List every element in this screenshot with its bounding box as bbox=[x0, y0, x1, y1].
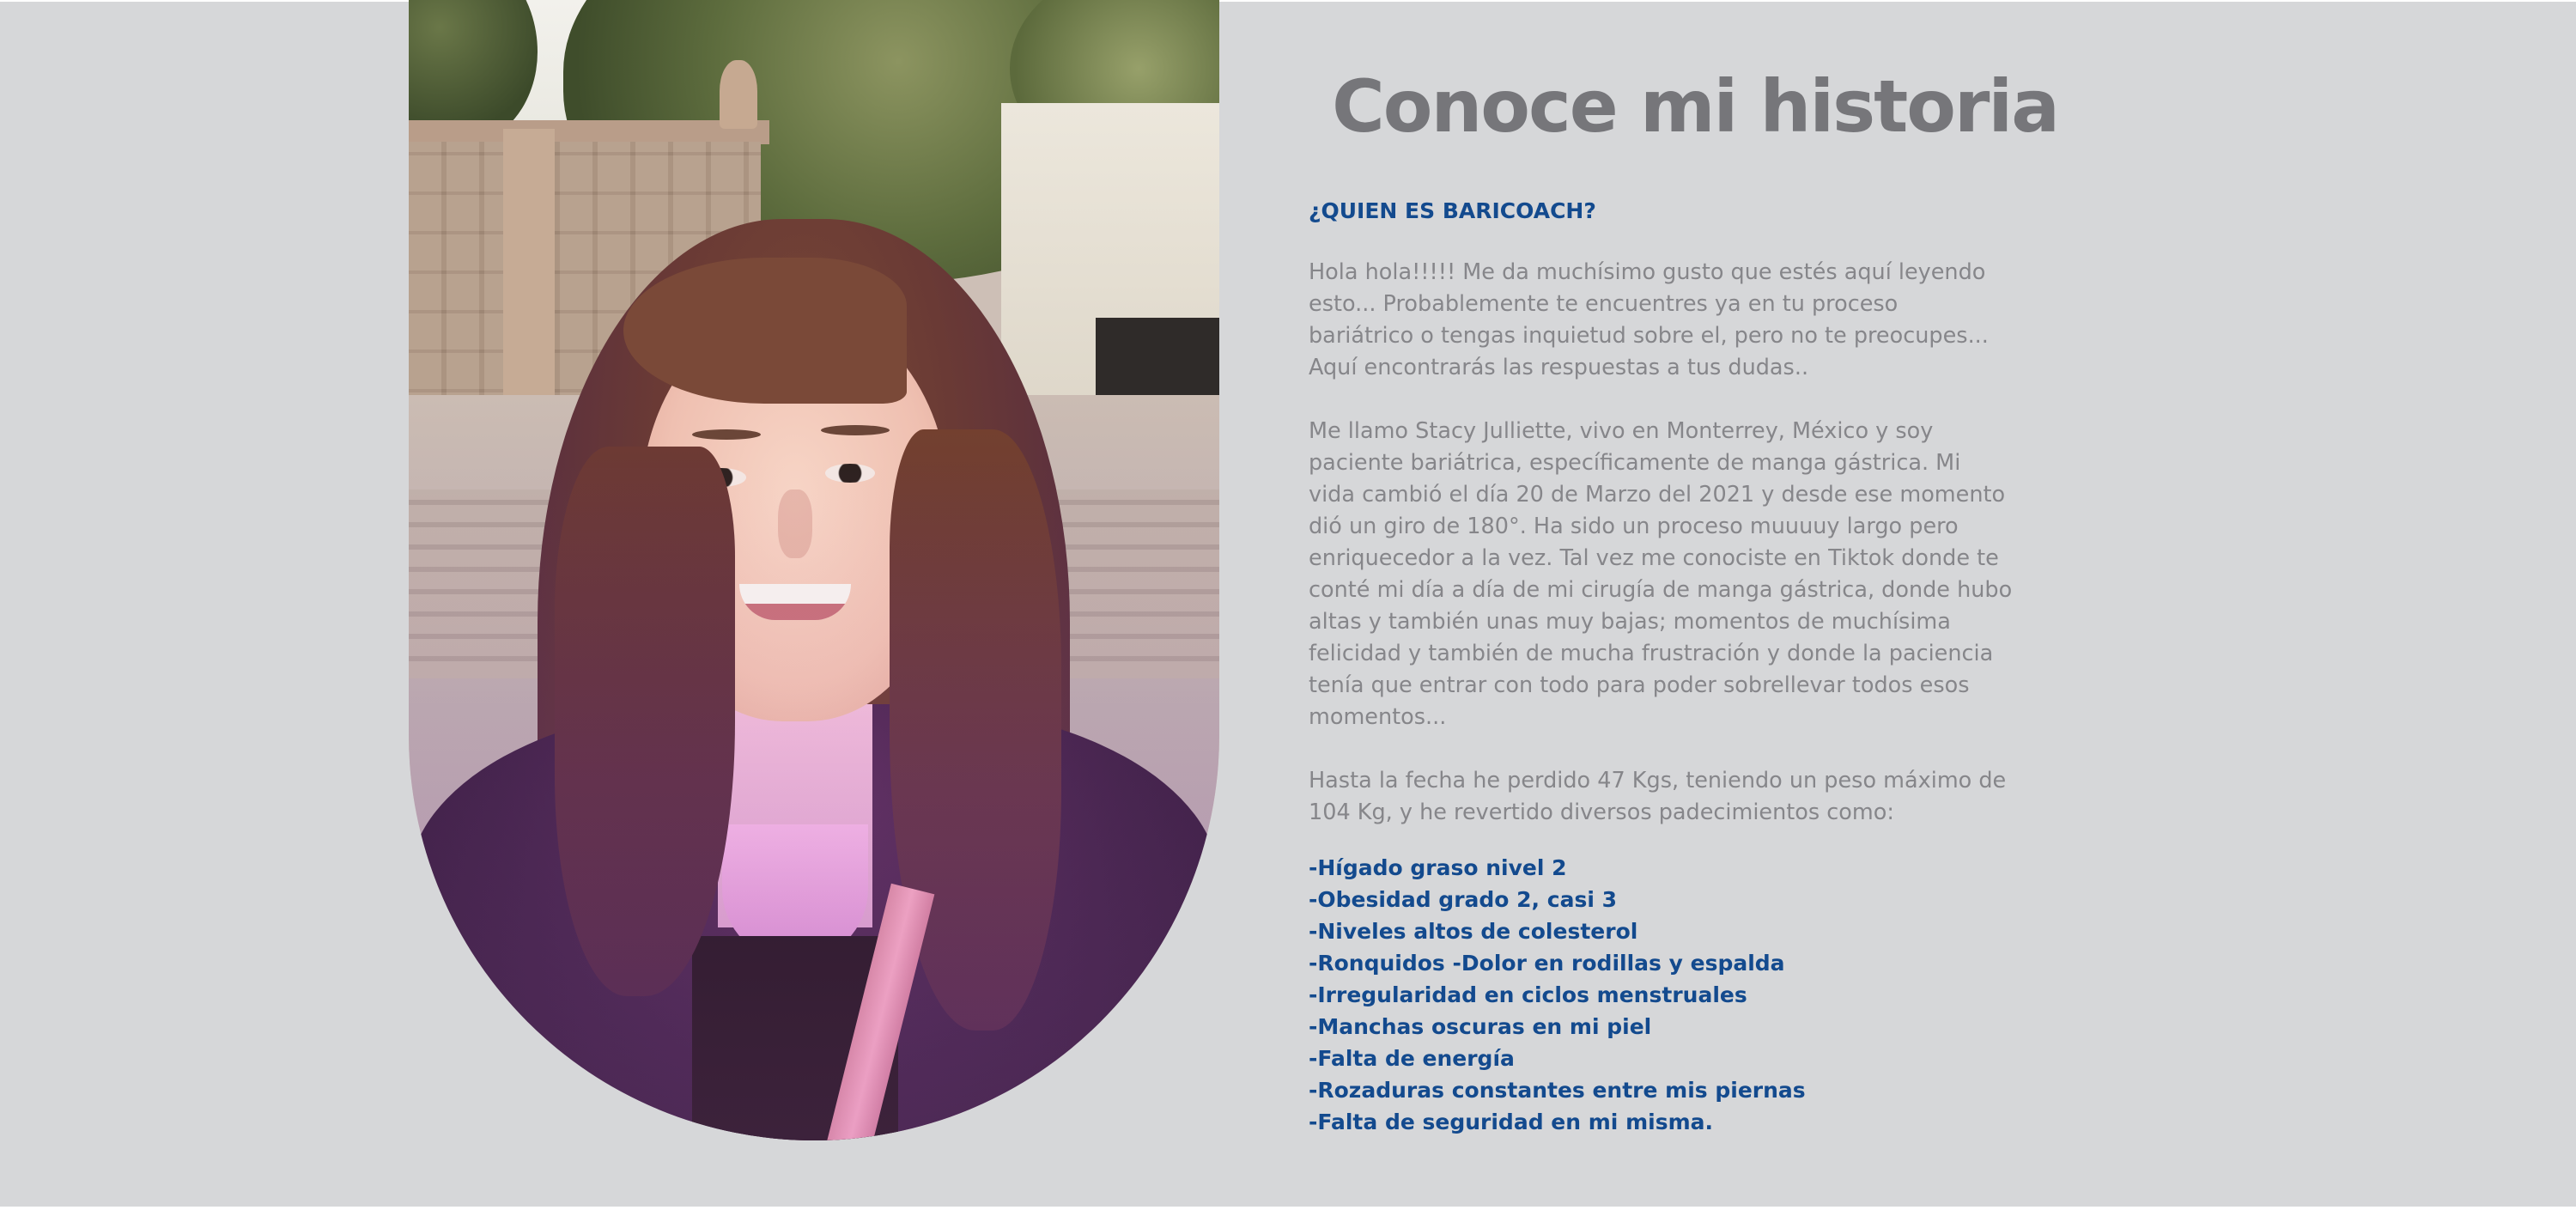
results-paragraph: Hasta la fecha he perdido 47 Kgs, teniendo un peso máximo de 104 Kg, y he revertido diversos padecimientos como: bbox=[1309, 768, 2007, 825]
bottom-border bbox=[0, 1207, 2576, 1210]
condition-item: -Ronquidos -Dolor en rodillas y espalda bbox=[1309, 951, 1785, 976]
condition-item: -Irregularidad en ciclos menstruales bbox=[1309, 982, 1747, 1007]
condition-item: -Rozaduras constantes entre mis piernas bbox=[1309, 1078, 1806, 1103]
conditions-list bbox=[1309, 852, 1806, 1138]
condition-item: -Manchas oscuras en mi piel bbox=[1309, 1014, 1652, 1039]
condition-item: -Obesidad grado 2, casi 3 bbox=[1309, 887, 1617, 912]
condition-item: -Falta de seguridad en mi misma. bbox=[1309, 1110, 1713, 1134]
intro-paragraph: Hola hola!!!!! Me da muchísimo gusto que estés aquí leyendo esto... Probablemente te encuentres ya en tu proceso bariátrico o tengas inquietud sobre el, pero no te preocupes... Aquí encontrarás las respuestas a tus dudas.. bbox=[1309, 259, 1989, 380]
biography-paragraph: Me llamo Stacy Julliette, vivo en Monterrey, México y soy paciente bariátrica, específicamente de manga gástrica. Mi vida cambió el día 20 de Marzo del 2021 y desde ese momento dió un giro de 180°. Ha sido un proceso muuuuy largo pero enriquecedor a la vez. Tal vez me conociste en Tiktok donde te conté mi día a día de mi cirugía de manga gástrica, donde hubo altas y también unas muy bajas; momentos de muchísima felicidad y también de mucha frustración y donde la paciencia tenía que entrar con todo para poder sobrellevar todos esos momentos... bbox=[1309, 418, 2013, 730]
top-border bbox=[0, 0, 2576, 2]
condition-item: -Falta de energía bbox=[1309, 1046, 1515, 1071]
section-heading: ¿QUIEN ES BARICOACH? bbox=[1309, 198, 1596, 223]
photo-tint bbox=[409, 0, 1219, 1140]
profile-photo bbox=[409, 0, 1219, 1140]
condition-item: -Hígado graso nivel 2 bbox=[1309, 855, 1567, 880]
condition-item: -Niveles altos de colesterol bbox=[1309, 919, 1638, 944]
page-title: Conoce mi historia bbox=[1332, 64, 2058, 149]
